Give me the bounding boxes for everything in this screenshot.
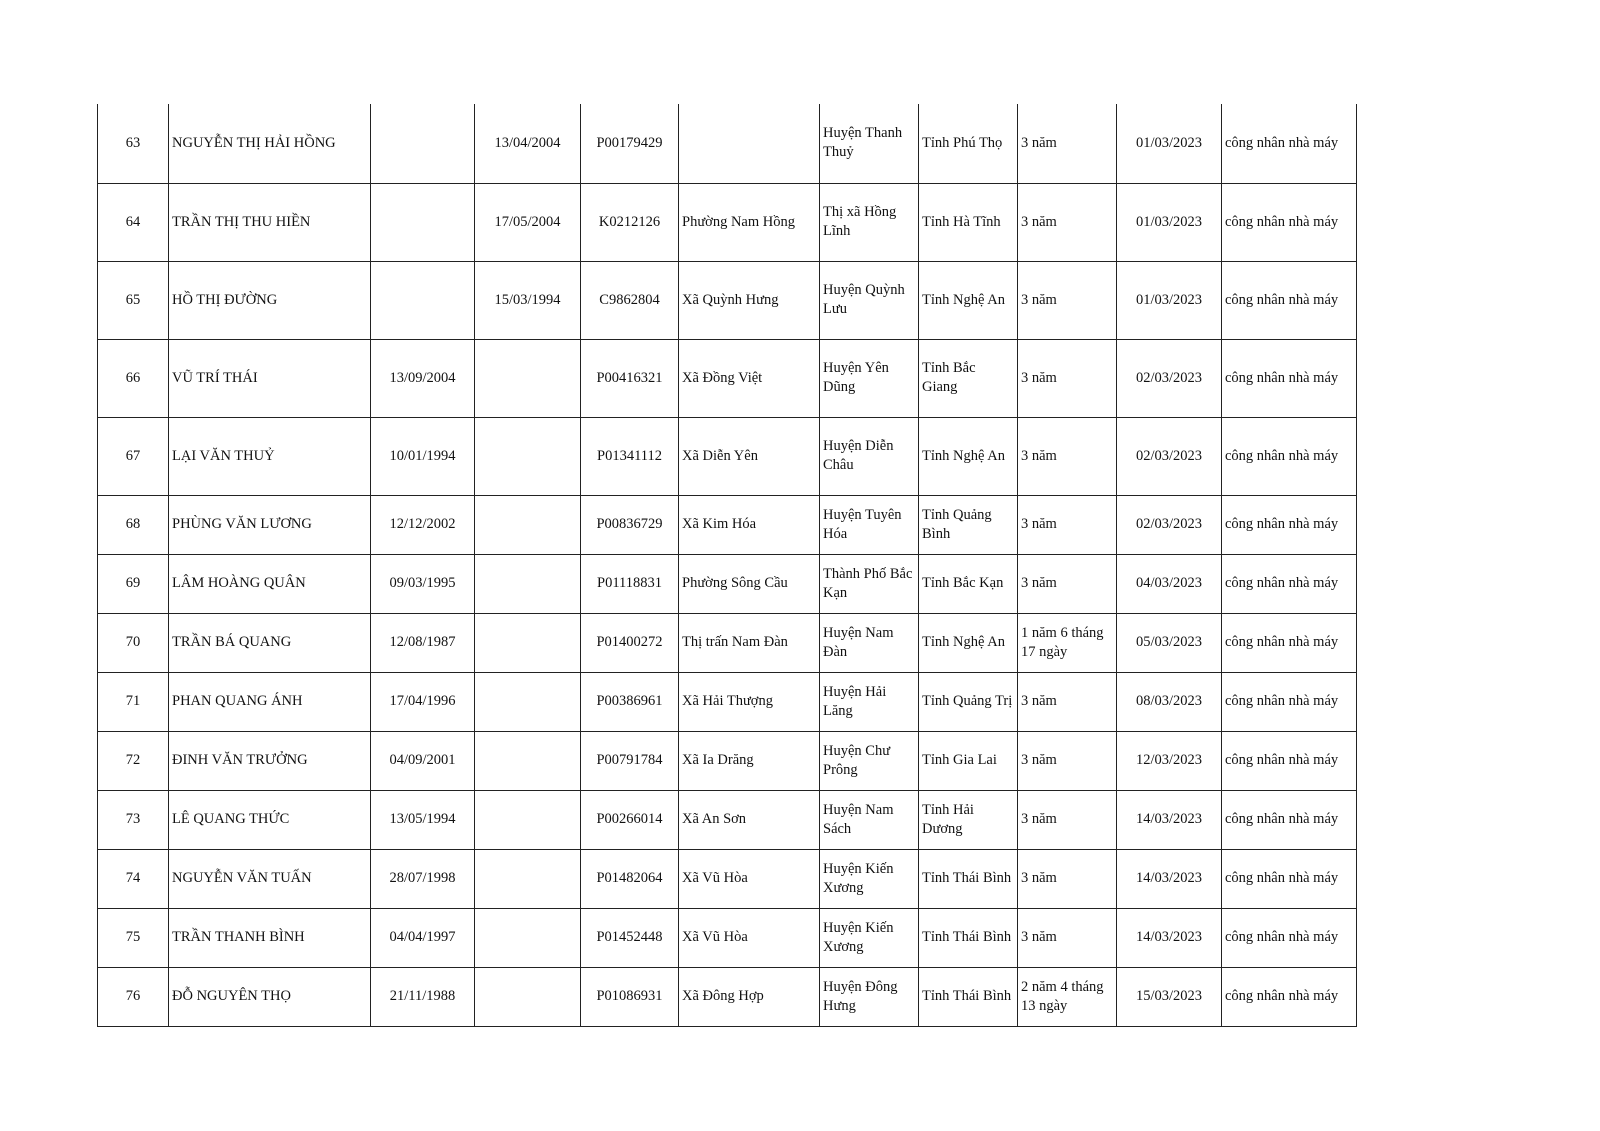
dob-female-cell: 13/04/2004 [475, 104, 581, 183]
district-cell: Huyện Hải Lăng [820, 672, 919, 731]
date-cell: 14/03/2023 [1117, 908, 1222, 967]
dob-female-cell [475, 731, 581, 790]
dob-female-cell [475, 339, 581, 417]
job-cell: công nhân nhà máy [1222, 261, 1357, 339]
dob-female-cell [475, 495, 581, 554]
name-cell: LẠI VĂN THUỶ [169, 417, 371, 495]
table-row [98, 339, 1357, 417]
job-cell: công nhân nhà máy [1222, 104, 1357, 183]
passport-cell: K0212126 [581, 183, 679, 261]
date-cell: 14/03/2023 [1117, 849, 1222, 908]
row-number-cell: 74 [98, 849, 169, 908]
table-body [98, 104, 1357, 1026]
province-cell: Tỉnh Hà Tĩnh [919, 183, 1018, 261]
passport-cell: P01400272 [581, 613, 679, 672]
passport-cell: P00416321 [581, 339, 679, 417]
name-cell: PHÙNG VĂN LƯƠNG [169, 495, 371, 554]
dob-female-cell [475, 613, 581, 672]
district-cell: Huyện Đông Hưng [820, 967, 919, 1026]
date-cell: 15/03/2023 [1117, 967, 1222, 1026]
name-cell: LÊ QUANG THỨC [169, 790, 371, 849]
commune-cell: Xã Đồng Việt [679, 339, 820, 417]
name-cell: ĐỖ NGUYÊN THỌ [169, 967, 371, 1026]
table-row [98, 495, 1357, 554]
name-cell: TRẦN BÁ QUANG [169, 613, 371, 672]
commune-cell: Xã Quỳnh Hưng [679, 261, 820, 339]
province-cell: Tỉnh Bắc Giang [919, 339, 1018, 417]
province-cell: Tỉnh Gia Lai [919, 731, 1018, 790]
name-cell: VŨ TRÍ THÁI [169, 339, 371, 417]
row-number-cell: 73 [98, 790, 169, 849]
dob-female-cell [475, 672, 581, 731]
province-cell: Tỉnh Nghệ An [919, 417, 1018, 495]
passport-cell: P00179429 [581, 104, 679, 183]
passport-cell: C9862804 [581, 261, 679, 339]
dob-male-cell: 12/12/2002 [371, 495, 475, 554]
province-cell: Tỉnh Quảng Trị [919, 672, 1018, 731]
dob-male-cell: 12/08/1987 [371, 613, 475, 672]
name-cell: TRẦN THANH BÌNH [169, 908, 371, 967]
district-cell: Thành Phố Bắc Kạn [820, 554, 919, 613]
table-row [98, 104, 1357, 183]
row-number-cell: 64 [98, 183, 169, 261]
district-cell: Huyện Tuyên Hóa [820, 495, 919, 554]
dob-male-cell: 04/04/1997 [371, 908, 475, 967]
district-cell: Huyện Quỳnh Lưu [820, 261, 919, 339]
name-cell: NGUYỄN THỊ HẢI HỒNG [169, 104, 371, 183]
dob-male-cell: 28/07/1998 [371, 849, 475, 908]
district-cell: Huyện Thanh Thuỷ [820, 104, 919, 183]
duration-cell: 1 năm 6 tháng 17 ngày [1018, 613, 1117, 672]
name-cell: ĐINH VĂN TRƯỞNG [169, 731, 371, 790]
name-cell: NGUYỄN VĂN TUẤN [169, 849, 371, 908]
row-number-cell: 63 [98, 104, 169, 183]
commune-cell: Xã An Sơn [679, 790, 820, 849]
table-row [98, 261, 1357, 339]
date-cell: 12/03/2023 [1117, 731, 1222, 790]
row-number-cell: 76 [98, 967, 169, 1026]
duration-cell: 3 năm [1018, 849, 1117, 908]
table-row [98, 790, 1357, 849]
date-cell: 08/03/2023 [1117, 672, 1222, 731]
commune-cell: Xã Vũ Hòa [679, 908, 820, 967]
province-cell: Tỉnh Thái Bình [919, 908, 1018, 967]
name-cell: LÂM HOÀNG QUÂN [169, 554, 371, 613]
job-cell: công nhân nhà máy [1222, 731, 1357, 790]
date-cell: 14/03/2023 [1117, 790, 1222, 849]
job-cell: công nhân nhà máy [1222, 339, 1357, 417]
dob-female-cell: 17/05/2004 [475, 183, 581, 261]
job-cell: công nhân nhà máy [1222, 672, 1357, 731]
row-number-cell: 66 [98, 339, 169, 417]
passport-cell: P00386961 [581, 672, 679, 731]
date-cell: 02/03/2023 [1117, 417, 1222, 495]
dob-female-cell [475, 967, 581, 1026]
dob-female-cell [475, 908, 581, 967]
row-number-cell: 70 [98, 613, 169, 672]
duration-cell: 3 năm [1018, 261, 1117, 339]
dob-male-cell [371, 104, 475, 183]
passport-cell: P00836729 [581, 495, 679, 554]
name-cell: HỒ THỊ ĐƯỜNG [169, 261, 371, 339]
table-row [98, 908, 1357, 967]
dob-female-cell: 15/03/1994 [475, 261, 581, 339]
province-cell: Tỉnh Hải Dương [919, 790, 1018, 849]
commune-cell: Phường Nam Hồng [679, 183, 820, 261]
job-cell: công nhân nhà máy [1222, 183, 1357, 261]
district-cell: Huyện Kiến Xương [820, 908, 919, 967]
passport-cell: P00791784 [581, 731, 679, 790]
commune-cell: Phường Sông Cầu [679, 554, 820, 613]
row-number-cell: 69 [98, 554, 169, 613]
commune-cell [679, 104, 820, 183]
dob-male-cell: 04/09/2001 [371, 731, 475, 790]
duration-cell: 3 năm [1018, 790, 1117, 849]
row-number-cell: 67 [98, 417, 169, 495]
province-cell: Tỉnh Nghệ An [919, 261, 1018, 339]
province-cell: Tỉnh Bắc Kạn [919, 554, 1018, 613]
date-cell: 01/03/2023 [1117, 261, 1222, 339]
table-row [98, 183, 1357, 261]
date-cell: 04/03/2023 [1117, 554, 1222, 613]
dob-male-cell: 13/05/1994 [371, 790, 475, 849]
passport-cell: P01118831 [581, 554, 679, 613]
date-cell: 01/03/2023 [1117, 183, 1222, 261]
duration-cell: 2 năm 4 tháng 13 ngày [1018, 967, 1117, 1026]
name-cell: TRẦN THỊ THU HIỀN [169, 183, 371, 261]
dob-male-cell: 21/11/1988 [371, 967, 475, 1026]
passport-cell: P01086931 [581, 967, 679, 1026]
duration-cell: 3 năm [1018, 104, 1117, 183]
duration-cell: 3 năm [1018, 183, 1117, 261]
table-row [98, 672, 1357, 731]
worker-table [97, 104, 1357, 1027]
dob-female-cell [475, 417, 581, 495]
job-cell: công nhân nhà máy [1222, 849, 1357, 908]
province-cell: Tỉnh Phú Thọ [919, 104, 1018, 183]
district-cell: Huyện Nam Đàn [820, 613, 919, 672]
row-number-cell: 65 [98, 261, 169, 339]
dob-male-cell [371, 261, 475, 339]
dob-male-cell: 17/04/1996 [371, 672, 475, 731]
dob-male-cell: 13/09/2004 [371, 339, 475, 417]
name-cell: PHAN QUANG ÁNH [169, 672, 371, 731]
province-cell: Tỉnh Nghệ An [919, 613, 1018, 672]
row-number-cell: 68 [98, 495, 169, 554]
table-row [98, 417, 1357, 495]
district-cell: Huyện Yên Dũng [820, 339, 919, 417]
date-cell: 05/03/2023 [1117, 613, 1222, 672]
date-cell: 01/03/2023 [1117, 104, 1222, 183]
job-cell: công nhân nhà máy [1222, 967, 1357, 1026]
dob-female-cell [475, 849, 581, 908]
province-cell: Tỉnh Quảng Bình [919, 495, 1018, 554]
duration-cell: 3 năm [1018, 672, 1117, 731]
job-cell: công nhân nhà máy [1222, 790, 1357, 849]
date-cell: 02/03/2023 [1117, 495, 1222, 554]
job-cell: công nhân nhà máy [1222, 554, 1357, 613]
province-cell: Tỉnh Thái Bình [919, 967, 1018, 1026]
table-row [98, 731, 1357, 790]
row-number-cell: 75 [98, 908, 169, 967]
commune-cell: Xã Ia Drăng [679, 731, 820, 790]
commune-cell: Xã Đông Hợp [679, 967, 820, 1026]
table-row [98, 613, 1357, 672]
dob-male-cell [371, 183, 475, 261]
table-row [98, 849, 1357, 908]
district-cell: Thị xã Hồng Lĩnh [820, 183, 919, 261]
duration-cell: 3 năm [1018, 339, 1117, 417]
passport-cell: P00266014 [581, 790, 679, 849]
commune-cell: Xã Diễn Yên [679, 417, 820, 495]
duration-cell: 3 năm [1018, 417, 1117, 495]
table-row [98, 554, 1357, 613]
table-row [98, 967, 1357, 1026]
commune-cell: Xã Vũ Hòa [679, 849, 820, 908]
district-cell: Huyện Diễn Châu [820, 417, 919, 495]
job-cell: công nhân nhà máy [1222, 908, 1357, 967]
dob-female-cell [475, 554, 581, 613]
duration-cell: 3 năm [1018, 908, 1117, 967]
district-cell: Huyện Chư Prông [820, 731, 919, 790]
row-number-cell: 71 [98, 672, 169, 731]
district-cell: Huyện Kiến Xương [820, 849, 919, 908]
document-page [97, 104, 1357, 1027]
passport-cell: P01452448 [581, 908, 679, 967]
job-cell: công nhân nhà máy [1222, 613, 1357, 672]
dob-male-cell: 09/03/1995 [371, 554, 475, 613]
province-cell: Tỉnh Thái Bình [919, 849, 1018, 908]
commune-cell: Xã Kim Hóa [679, 495, 820, 554]
duration-cell: 3 năm [1018, 495, 1117, 554]
district-cell: Huyện Nam Sách [820, 790, 919, 849]
commune-cell: Thị trấn Nam Đàn [679, 613, 820, 672]
row-number-cell: 72 [98, 731, 169, 790]
passport-cell: P01341112 [581, 417, 679, 495]
passport-cell: P01482064 [581, 849, 679, 908]
date-cell: 02/03/2023 [1117, 339, 1222, 417]
commune-cell: Xã Hải Thượng [679, 672, 820, 731]
duration-cell: 3 năm [1018, 554, 1117, 613]
dob-female-cell [475, 790, 581, 849]
job-cell: công nhân nhà máy [1222, 495, 1357, 554]
duration-cell: 3 năm [1018, 731, 1117, 790]
dob-male-cell: 10/01/1994 [371, 417, 475, 495]
job-cell: công nhân nhà máy [1222, 417, 1357, 495]
